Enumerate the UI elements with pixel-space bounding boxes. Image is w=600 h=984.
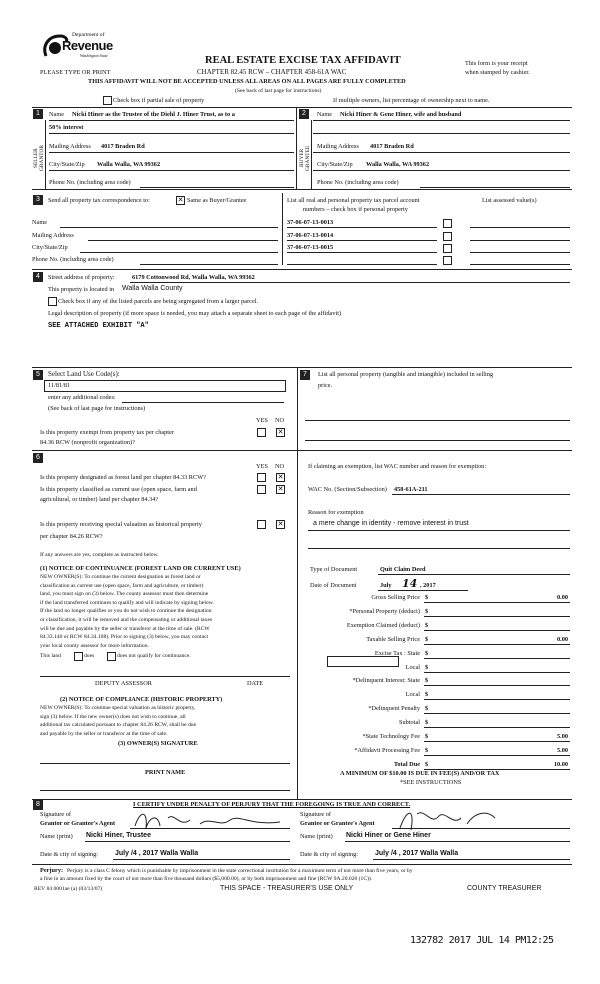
- wac-label: WAC No. (Section/Subsection): [308, 486, 387, 493]
- parcel-3: 37-06-07-13-0015: [287, 244, 334, 251]
- fee-value: 10.00: [553, 760, 568, 768]
- s5-no: NO: [275, 417, 285, 424]
- reason-value: a mere change in identity - remove interest in trust: [313, 520, 469, 527]
- historic-question-1: Is this property receiving special valuation as historical property: [40, 521, 202, 528]
- fee-label: Local: [405, 691, 420, 699]
- street-label: Street address of property:: [48, 274, 115, 281]
- logo-word: Revenue: [62, 38, 113, 53]
- logo-dept: Department of: [72, 32, 105, 38]
- exemption-label: If claiming an exemption, list WAC number and reason for exemption:: [308, 463, 487, 470]
- grantee-print-name: Nicki Hiner or Gene Hiner: [346, 832, 431, 839]
- fee-label: *Delinquent Penalty: [368, 705, 420, 713]
- fee-underline: [424, 741, 570, 742]
- see-instructions: *SEE INSTRUCTIONS: [400, 779, 462, 786]
- grantor-signature: [130, 806, 290, 834]
- see-back: (See back of last page for instructions): [235, 88, 322, 94]
- fee-label: *Affidavit Processing Fee: [354, 746, 420, 754]
- fee-currency: $: [425, 635, 429, 643]
- fee-value: 0.00: [556, 594, 568, 601]
- notice-2-line: NEW OWNER(S): To continue special valuation as historic property,: [40, 705, 196, 711]
- treasurer-space: THIS SPACE - TREASURER'S USE ONLY: [220, 885, 354, 892]
- fee-label: Taxable Selling Price: [366, 635, 420, 643]
- notice-1-line: will be due and payable by the seller or transferor at the time of sale. (RCW: [40, 625, 210, 632]
- notice-1-line: or classification, it will be removed and the compensating or additional taxes: [40, 617, 213, 623]
- fee-underline: [424, 644, 570, 645]
- warning-text: THIS AFFIDAVIT WILL NOT BE ACCEPTED UNLESS ALL AREAS ON ALL PAGES ARE FULLY COMPLETED: [88, 78, 406, 85]
- fee-underline: [424, 630, 570, 631]
- notice-1-line: your local county assessor for more information.: [40, 642, 149, 649]
- buyer-side-label: BUYER GRANTEE: [299, 145, 311, 171]
- legal-label: Legal description of property (if more space is needed, you may attach a separate sheet to each page of the affidavit): [48, 310, 342, 317]
- does-not-checkbox[interactable]: [107, 652, 116, 661]
- doc-date-label: Date of Document: [310, 582, 357, 589]
- form-subtitle: CHAPTER 82.45 RCW – CHAPTER 458-61A WAC: [197, 68, 347, 76]
- fee-label: Gross Selling Price: [371, 594, 420, 601]
- fee-underline: [424, 713, 570, 714]
- fee-label: *Delinquent Interest: State: [352, 677, 420, 685]
- doc-date-month: July: [380, 582, 392, 589]
- section-7-number: 7: [300, 370, 310, 380]
- notice-2-line: sign (3) below. If the new owner(s) does not wish to continue, all: [40, 713, 186, 720]
- deputy-assessor-label: DEPUTY ASSESSOR: [95, 680, 152, 687]
- if-yes-note: If any answers are yes, complete as instructed below.: [40, 552, 159, 558]
- fee-underline: [424, 727, 570, 728]
- segregated-label: Check box if any of the listed parcels are being segregated from a larger parcel.: [58, 298, 259, 305]
- additional-codes-label: enter any additional codes:: [48, 394, 116, 401]
- exempt-yes-checkbox[interactable]: [257, 428, 266, 437]
- fee-value: 5.00: [556, 746, 568, 754]
- grantor-date-city: July /4 , 2017 Walla Walla: [115, 850, 199, 857]
- segregated-checkbox[interactable]: [48, 297, 57, 306]
- s3-address-label: Mailing Address: [32, 232, 74, 239]
- grantee-date-city: July /4 , 2017 Walla Walla: [375, 850, 459, 857]
- notice-2-title: (2) NOTICE OF COMPLIANCE (HISTORIC PROPERTY): [60, 696, 223, 703]
- street-address: 6179 Cottonwood Rd, Walla Walla, WA 99362: [132, 274, 255, 281]
- fee-underline: [424, 602, 570, 603]
- fee-currency: $: [425, 705, 429, 713]
- section-4-number: 4: [33, 272, 43, 282]
- grantee-print-label: Name (print): [300, 833, 333, 840]
- notice-1-line: if the land transferred continues to qualify and will indicate by signing below.: [40, 599, 214, 606]
- current-use-no-checkbox[interactable]: ✕: [277, 485, 284, 493]
- this-land-label: This land: [40, 653, 61, 659]
- legal-description: SEE ATTACHED EXHIBIT "A": [48, 322, 149, 330]
- s3-city-label: City/State/Zip: [32, 244, 68, 251]
- fee-underline: [424, 616, 570, 617]
- notice-1-title: (1) NOTICE OF CONTINUANCE (FOREST LAND OR CURRENT USE): [40, 565, 241, 572]
- reason-label: Reason for exemption: [308, 509, 364, 516]
- fee-underline: [424, 685, 570, 686]
- receipt-note-1: This form is your receipt: [465, 60, 528, 67]
- dor-logo: [40, 30, 130, 70]
- section-2-number: 2: [299, 109, 309, 119]
- buyer-address-label: Mailing Address: [317, 143, 359, 150]
- s3-phone-label: Phone No. (including area code): [32, 256, 114, 263]
- s3-name-label: Name: [32, 219, 48, 226]
- partial-sale-checkbox[interactable]: [103, 96, 112, 105]
- forest-yes-checkbox[interactable]: [257, 473, 266, 482]
- does-label: does: [84, 653, 95, 659]
- minimum-due: A MINIMUM OF $10.00 IS DUE IN FEE(S) AND/OR TAX: [340, 770, 500, 777]
- fee-currency: $: [425, 649, 429, 657]
- fee-underline: [424, 755, 570, 756]
- buyer-name-label: Name: [317, 111, 333, 118]
- logo-state: Washington State: [80, 53, 108, 58]
- fee-currency: $: [425, 746, 429, 754]
- fee-underline: [424, 672, 570, 673]
- s6-yes: YES: [256, 463, 268, 470]
- exempt-no-checkbox[interactable]: ✕: [277, 428, 284, 436]
- grantee-signature: [395, 804, 505, 834]
- fee-label: *Personal Property (deduct): [349, 607, 420, 615]
- form-revision: REV 84 0001ae (a) (03/13/07): [34, 886, 103, 892]
- owner-signature-title: (3) OWNER(S) SIGNATURE: [118, 740, 198, 747]
- located-label: This property is located in: [48, 286, 115, 293]
- grantee-date-label: Date & city of signing:: [300, 851, 359, 858]
- fee-underline: [424, 658, 570, 659]
- located-county: Walla Walla County: [122, 285, 183, 292]
- notice-1-line: land, you must sign on (3) below. The county assessor must then determine: [40, 591, 209, 598]
- partial-sale-label: Check box if partial sale of property: [113, 97, 205, 104]
- fee-currency: $: [425, 607, 429, 615]
- fee-value: 0.00: [556, 635, 568, 643]
- notice-1-line: classification as current use (open space, farm and agriculture, or timber): [40, 582, 204, 589]
- s6-no: NO: [275, 463, 285, 470]
- fee-underline: [424, 699, 570, 700]
- grantor-print-name: Nicki Hiner, Trustee: [86, 832, 151, 839]
- fee-currency: $: [425, 663, 429, 671]
- parcel-header-1: List all real and personal property tax parcel account: [287, 197, 420, 204]
- form-title: REAL ESTATE EXCISE TAX AFFIDAVIT: [205, 55, 401, 66]
- fee-label: Subtotal: [399, 719, 420, 727]
- print-name-label: PRINT NAME: [145, 769, 186, 776]
- historic-question-2: per chapter 84.26 RCW?: [40, 533, 103, 540]
- county-treasurer: COUNTY TREASURER: [467, 885, 542, 892]
- fee-currency: $: [425, 719, 429, 727]
- forest-question: Is this property designated as forest land per chapter 84.33 RCW?: [40, 474, 206, 481]
- fee-currency: $: [425, 733, 429, 740]
- seller-phone-label: Phone No. (including area code): [49, 179, 131, 186]
- fee-label: Local: [405, 663, 420, 671]
- grantee-sig-label-1: Signature of: [300, 811, 331, 818]
- parcel-1: 37-06-07-13-0013: [287, 219, 334, 226]
- land-use-input[interactable]: [44, 380, 286, 392]
- section-1-number: 1: [33, 109, 43, 119]
- notice-1-line: NEW OWNER(S): To continue the current designation as forest land or: [40, 574, 201, 580]
- does-not-label: does not qualify for continuance.: [117, 653, 191, 659]
- buyer-city: Walla Walla, WA 99362: [366, 161, 430, 168]
- assessed-header: List assessed value(s): [482, 197, 537, 204]
- seller-name-cont: 50% interest: [49, 124, 84, 131]
- buyer-phone-label: Phone No. (including area code): [317, 179, 399, 186]
- parcel-1-checkbox[interactable]: [443, 219, 452, 228]
- historic-no-checkbox[interactable]: ✕: [277, 520, 284, 528]
- seller-name: Nicki Hiner as the Trustee of the Diehl J. Hiner Trust, as to a: [72, 111, 235, 118]
- personal-property-2: price.: [318, 382, 333, 389]
- seller-city-label: City/State/Zip: [49, 161, 85, 168]
- land-use-label: Select Land Use Code(s):: [48, 370, 120, 378]
- buyer-address: 4017 Braden Rd: [370, 143, 414, 150]
- date-label: DATE: [247, 680, 264, 687]
- current-use-question-1: Is this property classified as current use (open space, farm and: [40, 486, 197, 493]
- notice-1-line: 84.33.140 or RCW 84.34.108). Prior to signing (3) below, you may contact: [40, 634, 209, 641]
- parcel-2-checkbox[interactable]: [443, 232, 452, 241]
- parcel-4-checkbox[interactable]: [443, 256, 452, 265]
- fee-label: *State Technology Fee: [362, 733, 420, 740]
- forest-no-checkbox[interactable]: ✕: [277, 473, 284, 481]
- parcel-2: 37-06-07-13-0014: [287, 232, 334, 239]
- current-use-yes-checkbox[interactable]: [257, 485, 266, 494]
- fee-label: Excise Tax : State: [374, 649, 420, 657]
- exempt-question-2: 84.36 RCW (nonprofit organization)?: [40, 439, 135, 446]
- does-checkbox[interactable]: [74, 652, 83, 661]
- doc-date-year: , 2017: [420, 582, 436, 589]
- seller-name-label: Name: [49, 111, 65, 118]
- seller-address-label: Mailing Address: [49, 143, 91, 150]
- doc-type-value: Quit Claim Deed: [380, 566, 426, 573]
- buyer-name: Nicki Hiner & Gene Hiner, wife and husband: [340, 111, 462, 118]
- fee-currency: $: [425, 677, 429, 685]
- grantor-date-label: Date & city of signing:: [40, 851, 99, 858]
- receipt-note-2: when stamped by cashier.: [465, 69, 530, 76]
- parcel-header-2: numbers – check box if personal property: [303, 206, 408, 213]
- personal-property-1: List all personal property (tangible and intangible) included in selling: [318, 371, 494, 378]
- please-type: PLEASE TYPE OR PRINT: [40, 69, 111, 76]
- seller-side-label: SELLER GRANTOR: [33, 145, 45, 171]
- fee-label: Exemption Claimed (deduct): [346, 621, 420, 629]
- same-as-buyer-checkbox[interactable]: ✕: [177, 196, 184, 204]
- grantor-sig-label-1: Signature of: [40, 811, 71, 818]
- notice-1-line: If the land no longer qualifies or you do not wish to continue the designation: [40, 608, 212, 615]
- land-use-see-back: (See back of last page for instructions): [48, 405, 146, 412]
- notice-2-line: and payable by the seller or transferor at the time of sale.: [40, 730, 168, 737]
- received-stamp: 132782 2017 JUL 14 PM12:25: [410, 935, 554, 946]
- buyer-city-label: City/State/Zip: [317, 161, 353, 168]
- fee-currency: $: [425, 621, 429, 629]
- multiple-owners-note: If multiple owners, list percentage of ownership next to name.: [333, 97, 490, 104]
- perjury-text-2: a fine in an amount fixed by the court of not more than five thousand dollars ($5,000.00), or by both imprisonment and fine (RCW 9A.20.020 (1C)).: [40, 876, 373, 882]
- exempt-question-1: Is this property exempt from property tax per chapter: [40, 429, 174, 436]
- notice-2-line: additional tax calculated pursuant to chapter 84.26 RCW, shall be due: [40, 722, 197, 728]
- seller-address: 4017 Braden Rd: [101, 143, 145, 150]
- seller-city: Walla Walla, WA 99362: [97, 161, 161, 168]
- doc-date-day: 14: [402, 577, 418, 590]
- parcel-3-checkbox[interactable]: [443, 244, 452, 253]
- fee-currency: $: [425, 760, 429, 768]
- fee-label: Total Due: [393, 760, 420, 768]
- grantor-print-label: Name (print): [40, 833, 73, 840]
- land-use-value: 11/81/81: [48, 382, 71, 389]
- certify-statement: I CERTIFY UNDER PENALTY OF PERJURY THAT THE FOREGOING IS TRUE AND CORRECT.: [133, 801, 411, 808]
- section-6-number: 6: [33, 453, 43, 463]
- s5-yes: YES: [256, 417, 268, 424]
- doc-type-label: Type of Document: [310, 566, 358, 573]
- historic-yes-checkbox[interactable]: [257, 520, 266, 529]
- grantor-sig-label-2: Grantor or Grantor's Agent: [40, 820, 116, 827]
- perjury-text-1: Perjury is a class C felony which is punishable by imprisonment in the state correctional institution for a maximum term of not more than five years, or by: [67, 868, 413, 874]
- fee-currency: $: [425, 594, 429, 601]
- local-code-box[interactable]: [327, 656, 399, 667]
- send-correspondence-label: Send all property tax correspondence to:: [48, 197, 150, 204]
- fee-currency: $: [425, 691, 429, 699]
- wac-value: 458-61A-211: [394, 486, 428, 493]
- grantee-sig-label-2: Grantee or Grantee's Agent: [300, 820, 375, 827]
- current-use-question-2: agricultural, or timber) land per chapter 84.34?: [40, 496, 159, 503]
- section-3-number: 3: [33, 195, 43, 205]
- section-8-number: 8: [33, 800, 43, 810]
- same-as-buyer-label: Same as Buyer/Grantee: [187, 197, 247, 204]
- perjury-label: Perjury:: [40, 867, 64, 874]
- section-5-number: 5: [33, 370, 43, 380]
- fee-value: 5.00: [556, 733, 568, 740]
